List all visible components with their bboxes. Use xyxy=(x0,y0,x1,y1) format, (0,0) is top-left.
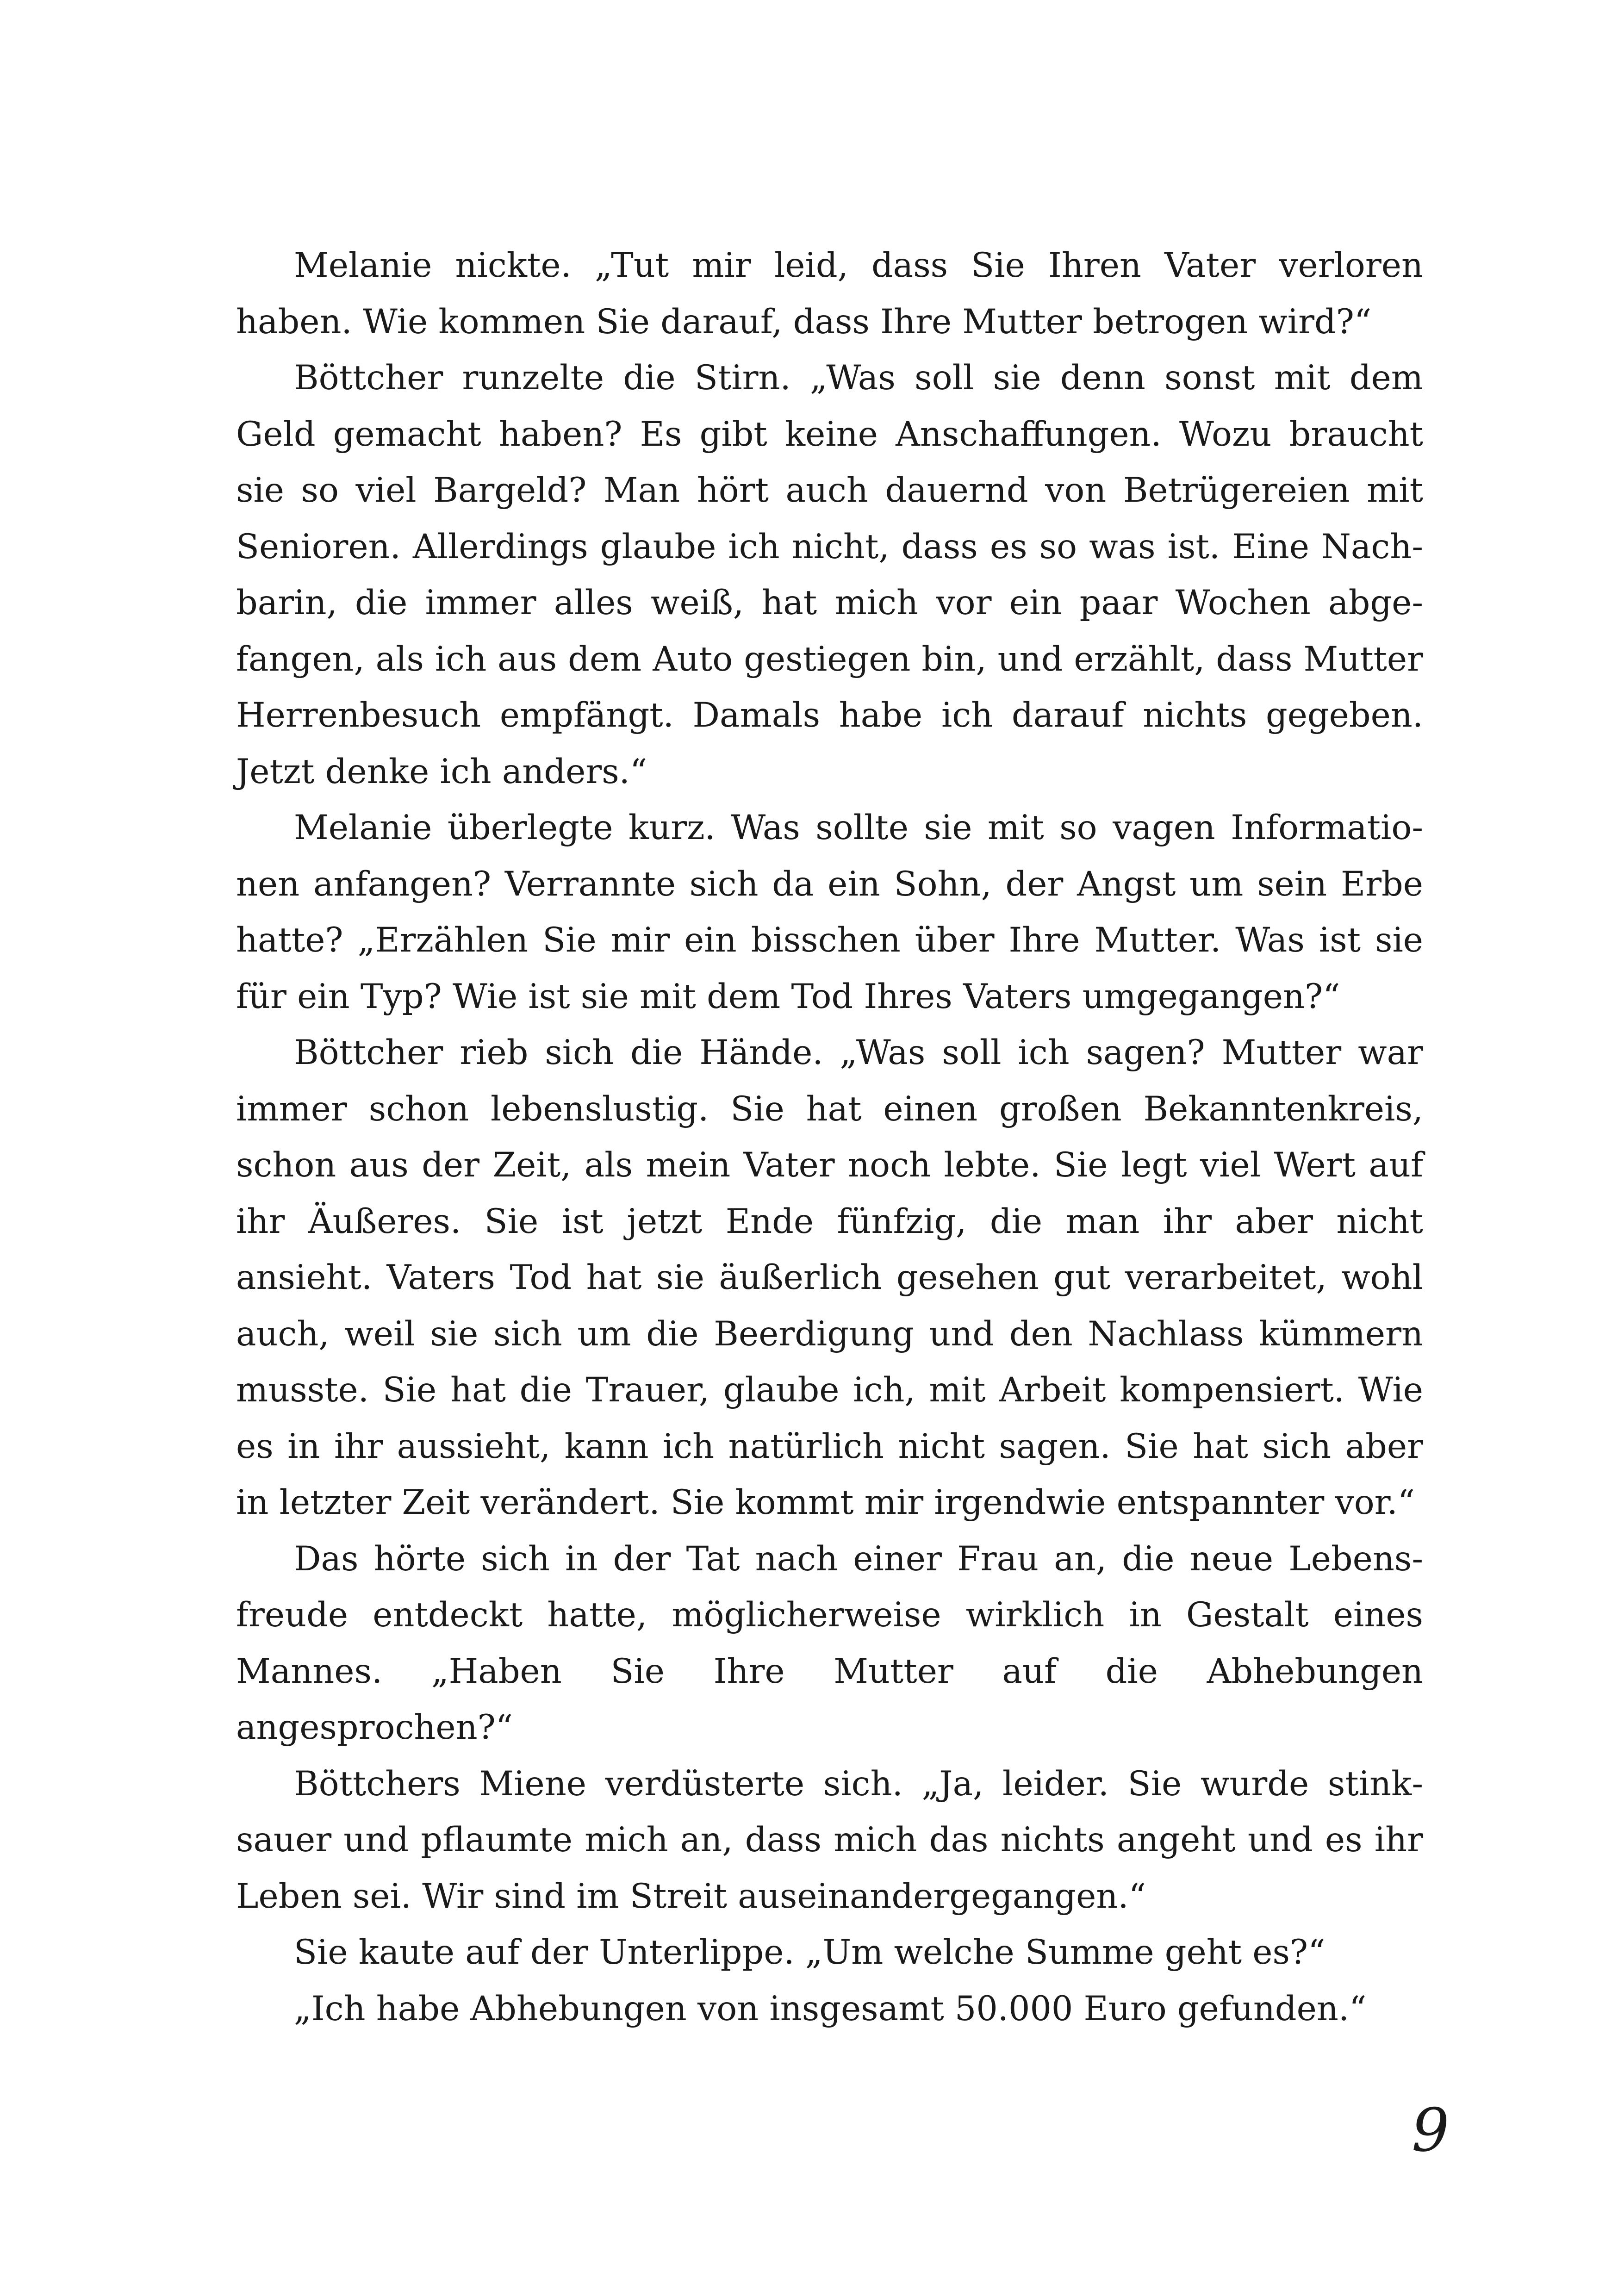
paragraph: „Ich habe Abhebungen von insgesamt 50.000 Euro gefunden.“ xyxy=(294,1989,1367,2028)
paragraph: Das hörte sich in der Tat nach einer Frau an, die neue Lebensfreude entdeckt hatte, möglicherweise wirklich in Gestalt eines Mannes. „Haben Sie Ihre Mutter auf die Abhebungen angesprochen?“ xyxy=(236,1539,1423,1747)
paragraph: Sie kaute auf der Unterlippe. „Um welche Summe geht es?“ xyxy=(294,1933,1326,1972)
paragraph: Böttcher rieb sich die Hände. „Was soll ich sagen? Mutter war immer schon lebenslustig. Sie hat einen großen Bekanntenkreis, schon aus der Zeit, als mein Vater noch lebte. Sie legt viel Wert auf ihr Äußeres. Sie ist jetzt Ende fünfzig, die man ihr aber nicht ansieht. Vaters Tod hat sie äußerlich gesehen gut verarbeitet, wohl auch, weil sie sich um die Beerdigung und den Nachlass kümmern musste. Sie hat die Trauer, glaube ich, mit Arbeit kompensiert. Wie es in ihr aussieht, kann ich natürlich nicht sagen. Sie hat sich aber in letzter Zeit verändert. Sie kommt mir irgendwie entspannter vor.“ xyxy=(236,1033,1423,1522)
page-number: 9 xyxy=(1412,2096,1450,2165)
paragraph: Melanie nickte. „Tut mir leid, dass Sie Ihren Vater verloren haben. Wie kommen Sie darauf, dass Ihre Mutter betrogen wird?“ xyxy=(236,246,1423,342)
paragraph: Melanie überlegte kurz. Was sollte sie mit so vagen Informationen anfangen? Verrannte sich da ein Sohn, der Angst um sein Erbe hatte? „Erzählen Sie mir ein bisschen über Ihre Mutter. Was ist sie für ein Typ? Wie ist sie mit dem Tod Ihres Vaters umgegangen?“ xyxy=(236,808,1423,1016)
paragraph: Böttcher runzelte die Stirn. „Was soll sie denn sonst mit dem Geld gemacht haben? Es gibt keine Anschaffungen. Wozu braucht sie so viel Bargeld? Man hört auch dauernd von Betrügereien mit Senioren. Allerdings glaube ich nicht, dass es so was ist. Eine Nachbarin, die immer alles weiß, hat mich vor ein paar Wochen abgefangen, als ich aus dem Auto gestiegen bin, und erzählt, dass Mutter Herrenbesuch empfängt. Damals habe ich darauf nichts gegeben. Jetzt denke ich anders.“ xyxy=(236,358,1423,791)
paragraph: Böttchers Miene verdüsterte sich. „Ja, leider. Sie wurde stinksauer und pflaumte mich an, dass mich das nichts angeht und es ihr Leben sei. Wir sind im Streit auseinandergegangen.“ xyxy=(236,1764,1423,1916)
body-text xyxy=(236,237,1423,2037)
